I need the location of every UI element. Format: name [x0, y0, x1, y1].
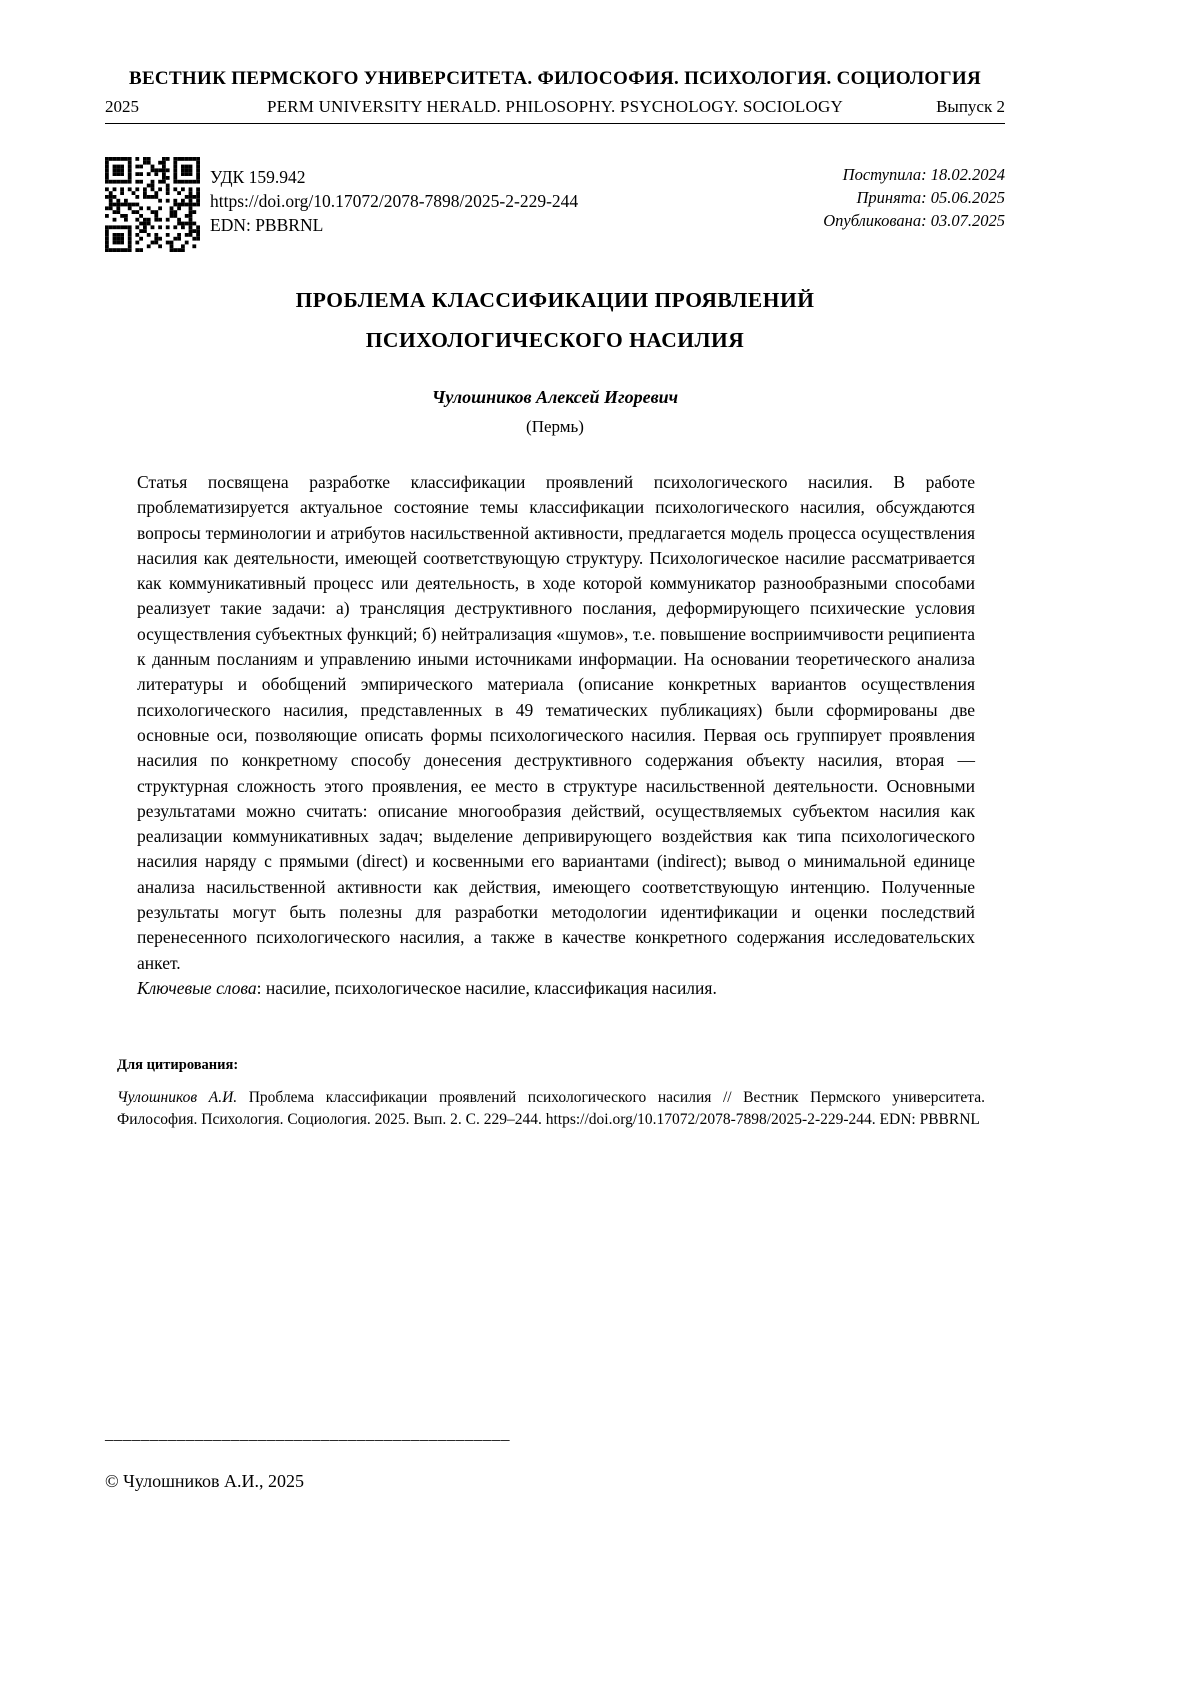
- article-title-line2: ПСИХОЛОГИЧЕСКОГО НАСИЛИЯ: [365, 328, 745, 352]
- article-identifiers: [210, 157, 578, 237]
- citation-body: Проблема классификации проявлений психологического насилия // Вестник Пермского университета. Философия. Психология. Социология. 2025. Вып. 2. С. 229–244. https://doi.org/10.17072/2078-7898/2025-2-229-244. EDN: PBBRNL: [117, 1089, 986, 1129]
- journal-title-ru: ВЕСТНИК ПЕРМСКОГО УНИВЕРСИТЕТА. ФИЛОСОФИЯ. ПСИХОЛОГИЯ. СОЦИОЛОГИЯ: [128, 68, 981, 89]
- citation-author: Чулошников А.И.: [117, 1089, 238, 1107]
- date-received: Поступила: 18.02.2024: [842, 165, 1005, 184]
- qr-code: [105, 157, 200, 252]
- footer-rule: _____________________________________________: [105, 1424, 510, 1443]
- article-dates: [823, 157, 1005, 232]
- running-head: [105, 68, 1005, 124]
- author-name: Чулошников Алексей Игоревич: [431, 387, 679, 407]
- page-footer: [105, 1424, 510, 1492]
- citation-text: [117, 1087, 985, 1131]
- article-meta: [105, 157, 1005, 252]
- journal-title-en: PERM UNIVERSITY HERALD. PHILOSOPHY. PSYCHOLOGY. SOCIOLOGY: [267, 97, 843, 116]
- issue-number: Выпуск 2: [936, 97, 1005, 116]
- publication-year: 2025: [105, 97, 139, 116]
- citation-block: [117, 1057, 985, 1131]
- keywords-text: : насилие, психологическое насилие, классификация насилия.: [256, 977, 717, 998]
- article-title: [105, 280, 1005, 360]
- citation-label: Для цитирования:: [117, 1057, 239, 1074]
- keywords-line: [137, 976, 975, 1001]
- author-location: (Пермь): [526, 417, 584, 436]
- udc-code: УДК 159.942: [210, 167, 306, 187]
- running-head-row: [105, 97, 1005, 124]
- edn-code: EDN: PBBRNL: [210, 215, 324, 235]
- date-published: Опубликована: 03.07.2025: [823, 211, 1005, 230]
- abstract-block: [137, 470, 975, 1001]
- abstract-text: Статья посвящена разработке классификации проявлений психологического насилия. В работе проблематизируется актуальное состояние темы классификации психологического насилия, обсуждаются вопросы терминологии и атрибутов насильственной активности, предлагается модель процесса осуществления насилия как деятельности, имеющей соответствующую структуру. Психологическое насилие рассматривается как коммуникативный процесс или деятельность, в ходе которой коммуникатор разнообразными способами реализует такие задачи: а) трансляция деструктивного послания, деформирующего психические условия осуществления субъектных функций; б) нейтрализация «шумов», т.е. повышение восприимчивости реципиента к данным посланиям и управлению иными источниками информации. На основании теоретического анализа литературы и обобщений эмпирического материала (описание конкретных вариантов осуществления психологического насилия, представленных в 49 тематических публикациях) были сформированы две основные оси, позволяющие описать формы психологического насилия. Первая ось группирует проявления насилия по конкретному способу донесения деструктивного содержания объекту насилия, вторая — структурная сложность этого проявления, ее место в структуре насильственной деятельности. Основными результатами можно считать: описание многообразия действий, осуществляемых субъектом насилия как реализации коммуникативных задач; выделение депривирующего воздействия как типа психологического насилия наряду с прямыми (direct) и косвенными его вариантами (indirect); вывод о минимальной единице анализа насильственной активности как действия, имеющего соответствующую интенцию. Полученные результаты могут быть полезны для разработки методологии идентификации и оценки последствий перенесенного психологического насилия, а также в качестве конкретного содержания исследовательских анкет.: [137, 472, 975, 973]
- doi-link: https://doi.org/10.17072/2078-7898/2025-2-229-244: [210, 191, 579, 211]
- date-accepted: Принята: 05.06.2025: [856, 188, 1005, 207]
- qr-code-icon: [105, 157, 200, 252]
- copyright-notice: © Чулошников А.И., 2025: [105, 1471, 305, 1491]
- article-title-line1: ПРОБЛЕМА КЛАССИФИКАЦИИ ПРОЯВЛЕНИЙ: [295, 288, 815, 312]
- keywords-label: Ключевые слова: [137, 977, 257, 998]
